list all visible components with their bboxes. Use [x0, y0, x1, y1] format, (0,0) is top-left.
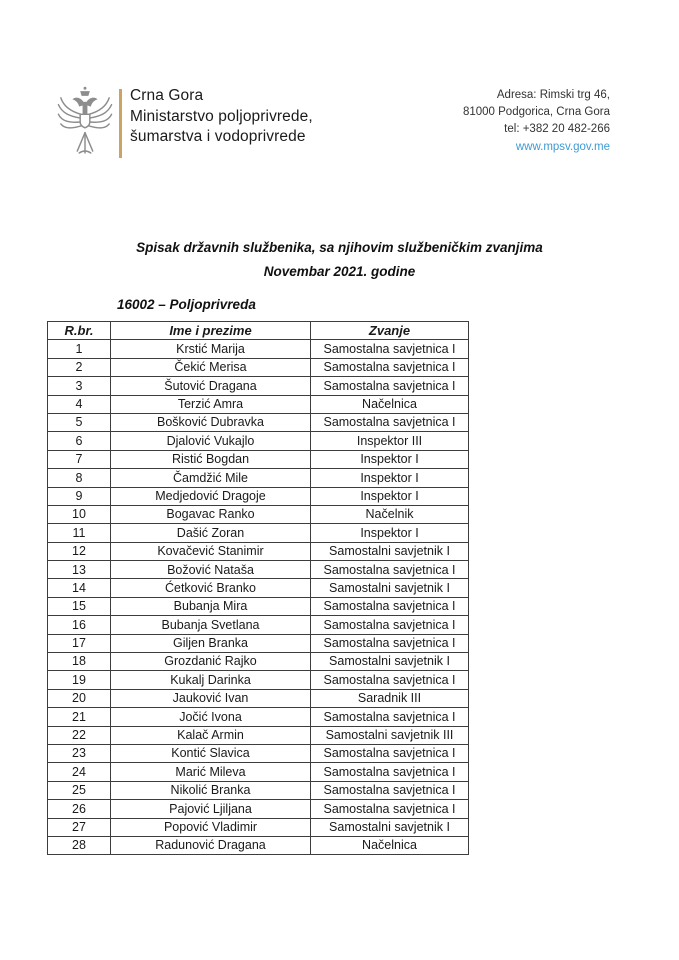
table-row	[48, 579, 469, 597]
name-cell: Čamdžić Mile	[111, 469, 311, 487]
table-row	[48, 377, 469, 395]
table-row	[48, 358, 469, 376]
row-number-cell: 18	[48, 653, 111, 671]
table-row	[48, 450, 469, 468]
row-number-cell: 28	[48, 836, 111, 854]
table-row	[48, 671, 469, 689]
title-cell: Samostalna savjetnica I	[311, 561, 469, 579]
staff-table-body	[48, 340, 469, 855]
table-row	[48, 818, 469, 836]
table-row	[48, 616, 469, 634]
table-row	[48, 708, 469, 726]
table-row	[48, 597, 469, 615]
name-cell: Radunović Dragana	[111, 836, 311, 854]
table-row	[48, 744, 469, 762]
name-cell: Terzić Amra	[111, 395, 311, 413]
name-cell: Jauković Ivan	[111, 689, 311, 707]
row-number-cell: 14	[48, 579, 111, 597]
document-title	[0, 236, 679, 284]
name-cell: Giljen Branka	[111, 634, 311, 652]
title-cell: Samostalna savjetnica I	[311, 763, 469, 781]
title-cell: Načelnik	[311, 505, 469, 523]
title-cell: Samostalna savjetnica I	[311, 744, 469, 762]
row-number-cell: 20	[48, 689, 111, 707]
title-cell: Saradnik III	[311, 689, 469, 707]
title-cell: Načelnica	[311, 836, 469, 854]
org-ministry-line2: šumarstva i vodoprivrede	[130, 128, 306, 145]
title-cell: Samostalni savjetnik I	[311, 579, 469, 597]
row-number-cell: 19	[48, 671, 111, 689]
table-row	[48, 432, 469, 450]
name-cell: Jočić Ivona	[111, 708, 311, 726]
name-cell: Bošković Dubravka	[111, 413, 311, 431]
row-number-cell: 24	[48, 763, 111, 781]
name-cell: Ristić Bogdan	[111, 450, 311, 468]
row-number-cell: 10	[48, 505, 111, 523]
title-cell: Načelnica	[311, 395, 469, 413]
title-cell: Samostalna savjetnica I	[311, 358, 469, 376]
title-cell: Inspektor III	[311, 432, 469, 450]
name-cell: Kovačević Stanimir	[111, 542, 311, 560]
title-cell: Samostalna savjetnica I	[311, 597, 469, 615]
row-number-cell: 3	[48, 377, 111, 395]
title-line2: Novembar 2021. godine	[263, 264, 416, 279]
name-cell: Grozdanić Rajko	[111, 653, 311, 671]
name-cell: Djalović Vukajlo	[111, 432, 311, 450]
title-cell: Samostalni savjetnik I	[311, 818, 469, 836]
name-cell: Bubanja Svetlana	[111, 616, 311, 634]
title-cell: Samostalna savjetnica I	[311, 377, 469, 395]
org-country: Crna Gora	[130, 87, 204, 104]
name-cell: Kalač Armin	[111, 726, 311, 744]
row-number-cell: 23	[48, 744, 111, 762]
name-cell: Dašić Zoran	[111, 524, 311, 542]
title-cell: Samostalni savjetnik I	[311, 542, 469, 560]
phone-line: tel: +382 20 482-266	[504, 123, 610, 136]
title-cell: Samostalni savjetnik III	[311, 726, 469, 744]
table-row	[48, 781, 469, 799]
row-number-cell: 12	[48, 542, 111, 560]
name-cell: Medjedović Dragoje	[111, 487, 311, 505]
row-number-cell: 17	[48, 634, 111, 652]
name-cell: Čekić Merisa	[111, 358, 311, 376]
table-row	[48, 836, 469, 854]
table-row	[48, 413, 469, 431]
row-number-cell: 11	[48, 524, 111, 542]
staff-table	[47, 321, 469, 855]
montenegro-coat-of-arms-icon	[56, 83, 114, 163]
staff-table-head-row	[48, 322, 469, 340]
section-heading: 16002 – Poljoprivreda	[117, 297, 256, 312]
title-cell: Inspektor I	[311, 487, 469, 505]
name-cell: Božović Nataša	[111, 561, 311, 579]
org-ministry-line1: Ministarstvo poljoprivrede,	[130, 107, 313, 125]
title-cell: Samostalna savjetnica I	[311, 781, 469, 799]
row-number-cell: 22	[48, 726, 111, 744]
row-number-cell: 4	[48, 395, 111, 413]
letterhead-divider	[119, 89, 122, 158]
table-row	[48, 505, 469, 523]
name-cell: Marić Mileva	[111, 763, 311, 781]
row-number-cell: 13	[48, 561, 111, 579]
table-row	[48, 653, 469, 671]
contact-block	[463, 87, 610, 156]
table-row	[48, 469, 469, 487]
name-cell: Kontić Slavica	[111, 744, 311, 762]
row-number-cell: 7	[48, 450, 111, 468]
title-cell: Inspektor I	[311, 524, 469, 542]
name-cell: Kukalj Darinka	[111, 671, 311, 689]
website-link[interactable]: www.mpsv.gov.me	[515, 140, 610, 153]
row-number-cell: 9	[48, 487, 111, 505]
organization-name	[130, 86, 313, 148]
title-cell: Samostalna savjetnica I	[311, 708, 469, 726]
row-number-cell: 26	[48, 800, 111, 818]
row-number-cell: 16	[48, 616, 111, 634]
row-number-cell: 27	[48, 818, 111, 836]
name-cell: Ćetković Branko	[111, 579, 311, 597]
table-row	[48, 800, 469, 818]
row-number-cell: 8	[48, 469, 111, 487]
column-header: Ime i prezime	[111, 322, 311, 340]
row-number-cell: 5	[48, 413, 111, 431]
name-cell: Bubanja Mira	[111, 597, 311, 615]
name-cell: Popović Vladimir	[111, 818, 311, 836]
title-cell: Samostalna savjetnica I	[311, 413, 469, 431]
name-cell: Nikolić Branka	[111, 781, 311, 799]
title-cell: Samostalna savjetnica I	[311, 671, 469, 689]
name-cell: Pajović Ljiljana	[111, 800, 311, 818]
title-cell: Samostalna savjetnica I	[311, 634, 469, 652]
title-cell: Inspektor I	[311, 450, 469, 468]
title-cell: Samostalni savjetnik I	[311, 653, 469, 671]
table-row	[48, 726, 469, 744]
title-cell: Inspektor I	[311, 469, 469, 487]
row-number-cell: 25	[48, 781, 111, 799]
table-row	[48, 487, 469, 505]
title-line1: Spisak državnih službenika, sa njihovim službeničkim zvanjima	[136, 240, 543, 255]
column-header: R.br.	[48, 322, 111, 340]
table-row	[48, 395, 469, 413]
table-row	[48, 634, 469, 652]
row-number-cell: 2	[48, 358, 111, 376]
title-cell: Samostalna savjetnica I	[311, 340, 469, 358]
title-cell: Samostalna savjetnica I	[311, 800, 469, 818]
name-cell: Krstić Marija	[111, 340, 311, 358]
name-cell: Šutović Dragana	[111, 377, 311, 395]
row-number-cell: 6	[48, 432, 111, 450]
row-number-cell: 21	[48, 708, 111, 726]
table-row	[48, 689, 469, 707]
column-header: Zvanje	[311, 322, 469, 340]
table-row	[48, 542, 469, 560]
title-cell: Samostalna savjetnica I	[311, 616, 469, 634]
address-line1: Adresa: Rimski trg 46,	[496, 89, 610, 101]
address-line2: 81000 Podgorica, Crna Gora	[462, 106, 610, 119]
name-cell: Bogavac Ranko	[111, 505, 311, 523]
row-number-cell: 1	[48, 340, 111, 358]
table-row	[48, 340, 469, 358]
table-row	[48, 561, 469, 579]
table-row	[48, 763, 469, 781]
row-number-cell: 15	[48, 597, 111, 615]
table-row	[48, 524, 469, 542]
